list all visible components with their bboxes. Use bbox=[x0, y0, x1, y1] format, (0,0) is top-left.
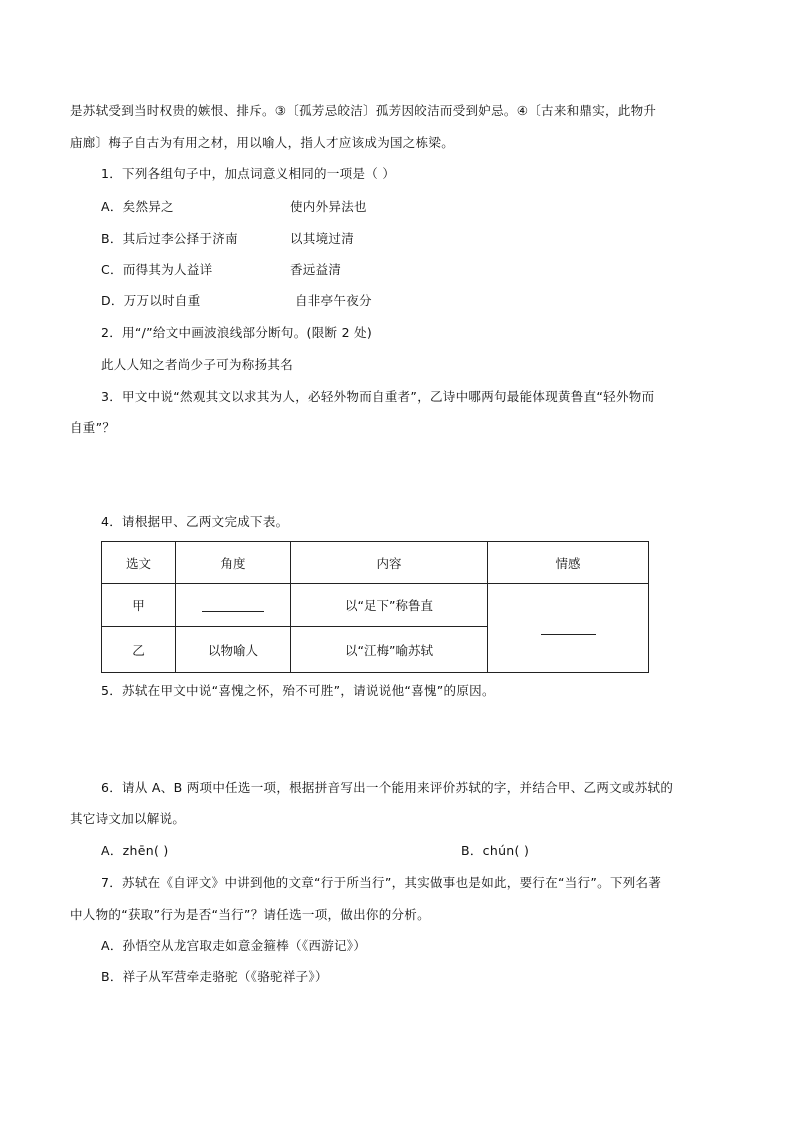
intro-line-2: 庙廊〕梅子自古为有用之材，用以喻人，指人才应该成为国之栋梁。 bbox=[70, 135, 455, 150]
q1-option-c-right: 香远益清 bbox=[290, 262, 342, 277]
q1-option-c-left: C．而得其为人益详 bbox=[101, 262, 213, 277]
question-4-stem: 4．请根据甲、乙两文完成下表。 bbox=[101, 514, 289, 529]
question-6-line-1: 6．请从 A、B 两项中任选一项，根据拼音写出一个能用来评价苏轼的字，并结合甲、乙两文或苏轼的 bbox=[101, 780, 674, 795]
q1-option-b-right: 以其境过清 bbox=[290, 231, 355, 246]
question-6-line-2: 其它诗文加以解说。 bbox=[70, 811, 186, 826]
header-emotion: 情感 bbox=[488, 542, 649, 584]
table-header-row bbox=[102, 542, 649, 584]
comparison-table bbox=[101, 541, 649, 673]
q6-option-b: B．chún( ) bbox=[461, 843, 530, 858]
intro-line-1: 是苏轼受到当时权贵的嫉恨、排斥。③〔孤芳忌皎洁〕孤芳因皎洁而受到妒忌。④〔古来和鼎实，此物升 bbox=[70, 103, 657, 118]
answer-blank[interactable] bbox=[541, 619, 596, 635]
row-jia-text: 甲 bbox=[102, 584, 176, 627]
emotion-cell bbox=[488, 584, 649, 673]
row-yi-text: 乙 bbox=[102, 627, 176, 673]
question-3-line-1: 3．甲文中说“然观其文以求其为人，必轻外物而自重者”，乙诗中哪两句最能体现黄鲁直“轻外物而 bbox=[101, 389, 655, 404]
question-7-line-1: 7．苏轼在《自评文》中讲到他的文章“行于所当行”，其实做事也是如此，要行在“当行”。下列名著 bbox=[101, 875, 662, 890]
row-yi-angle: 以物喻人 bbox=[176, 627, 291, 673]
question-1-stem: 1．下列各组句子中，加点词意义相同的一项是（ ） bbox=[101, 166, 396, 181]
answer-blank[interactable] bbox=[202, 596, 264, 612]
q1-option-a-right: 使内外异法也 bbox=[290, 199, 367, 214]
question-3-line-2: 自重”？ bbox=[70, 420, 116, 435]
q7-option-b: B．祥子从军营牵走骆驼（《骆驼祥子》） bbox=[101, 969, 328, 984]
header-text: 选文 bbox=[102, 542, 176, 584]
row-yi-content: 以“江梅”喻苏轼 bbox=[291, 627, 488, 673]
q7-option-a: A．孙悟空从龙宫取走如意金箍棒（《西游记》） bbox=[101, 938, 367, 953]
row-jia-angle-cell bbox=[176, 584, 291, 627]
q6-option-a: A．zhēn( ) bbox=[101, 843, 169, 858]
header-angle: 角度 bbox=[176, 542, 291, 584]
question-5-stem: 5．苏轼在甲文中说“喜愧之怀，殆不可胜”，请说说他“喜愧”的原因。 bbox=[101, 683, 495, 698]
question-7-line-2: 中人物的“获取”行为是否“当行”？请任选一项，做出你的分析。 bbox=[70, 907, 430, 922]
row-jia-content: 以“足下”称鲁直 bbox=[291, 584, 488, 627]
table-row bbox=[102, 584, 649, 627]
header-content: 内容 bbox=[291, 542, 488, 584]
q1-option-d-left: D．万万以时自重 bbox=[101, 293, 201, 308]
question-2-stem: 2．用“/”给文中画波浪线部分断句。(限断 2 处) bbox=[101, 325, 373, 340]
question-2-text: 此人人知之者尚少子可为称扬其名 bbox=[101, 357, 294, 372]
q1-option-a-left: A．矣然异之 bbox=[101, 199, 174, 214]
q1-option-d-right: 自非亭午夜分 bbox=[295, 293, 372, 308]
q1-option-b-left: B．其后过李公择于济南 bbox=[101, 231, 238, 246]
